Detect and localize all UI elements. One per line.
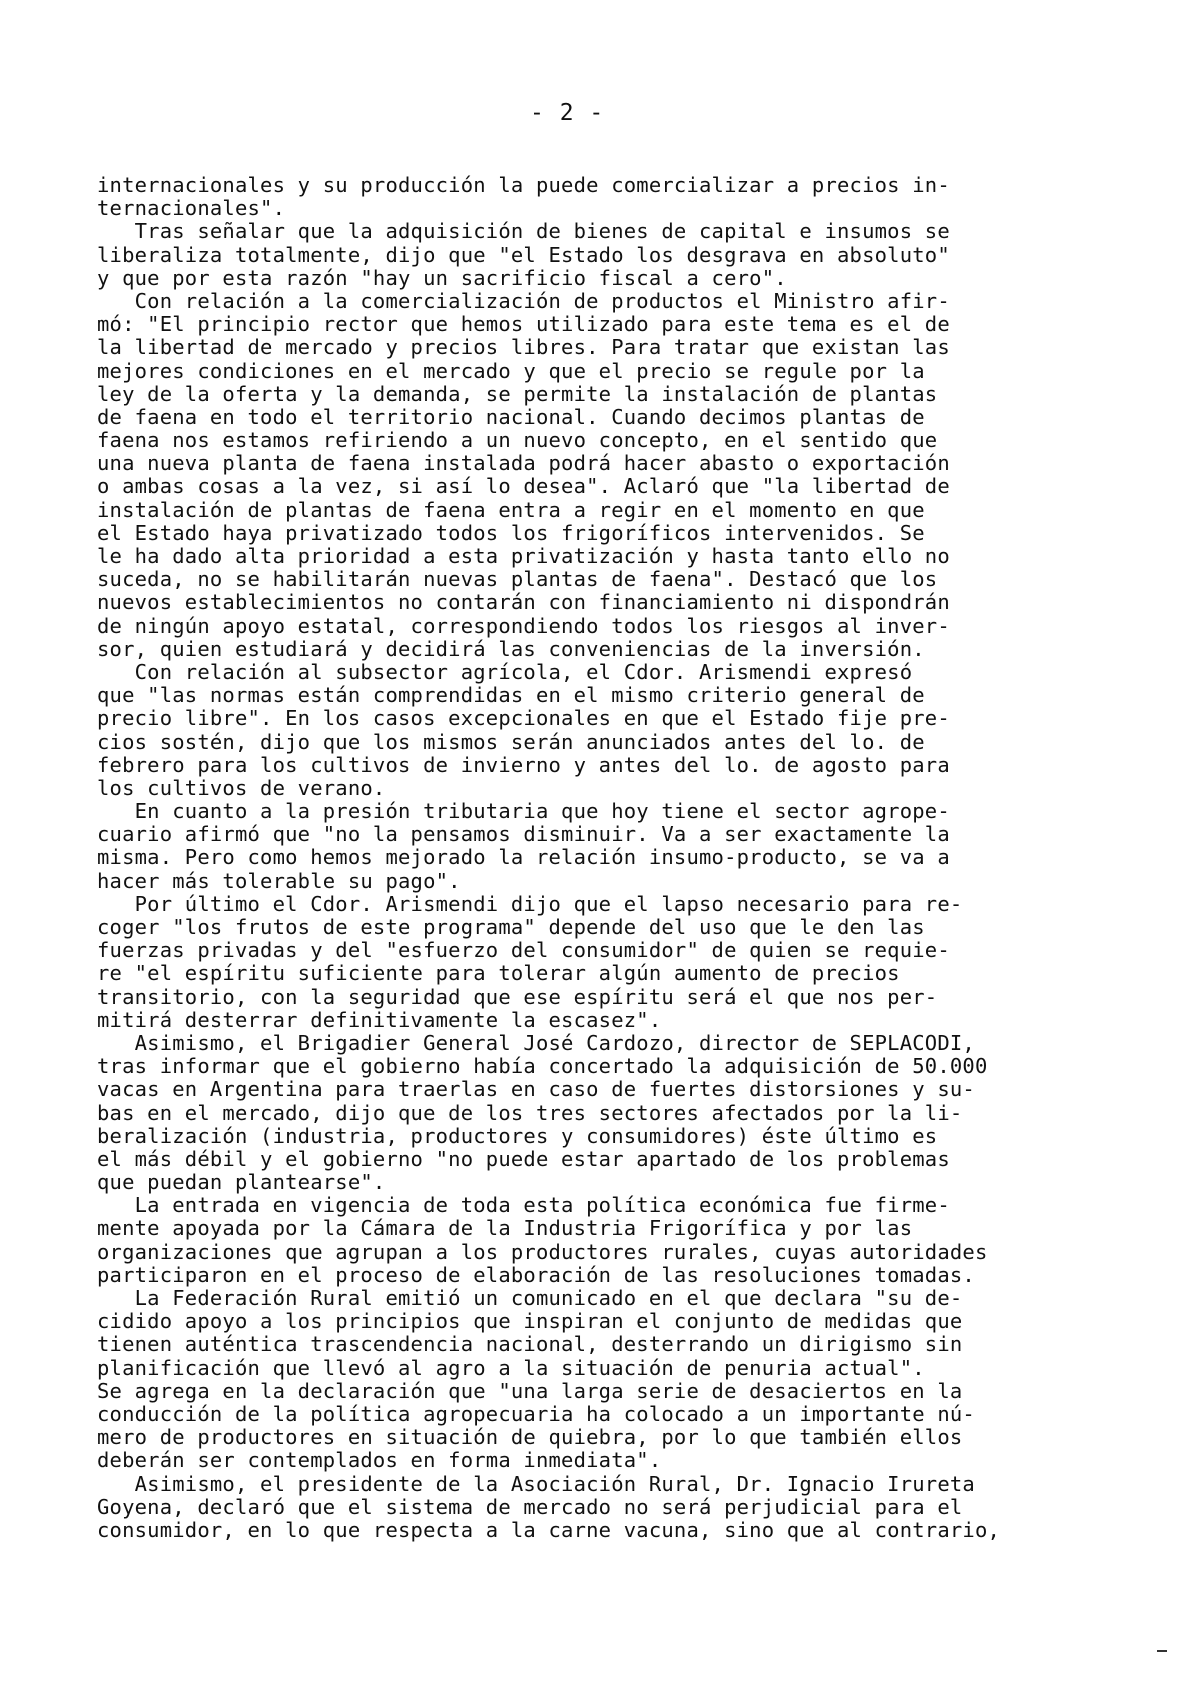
text-line: nuevos establecimientos no contarán con financiamiento ni dispondrán [97, 590, 950, 615]
text-line: hacer más tolerable su pago". [97, 868, 461, 893]
text-line: re "el espíritu suficiente para tolerar algún aumento de precios [97, 961, 900, 986]
text-line: En cuanto a la presión tributaria que hoy tiene el sector agrope- [97, 799, 950, 824]
text-line: los cultivos de verano. [97, 775, 386, 800]
text-line: la libertad de mercado y precios libres. Para tratar que existan las [97, 335, 950, 360]
text-line: Con relación al subsector agrícola, el Cdor. Arismendi expresó [97, 659, 913, 684]
text-line: bas en el mercado, dijo que de los tres sectores afectados por la li- [97, 1100, 963, 1125]
text-line: planificación que llevó al agro a la situación de penuria actual". [97, 1355, 925, 1380]
text-line: conducción de la política agropecuaria ha colocado a un importante nú- [97, 1401, 975, 1426]
body-text [97, 174, 1137, 1542]
text-line: Asimismo, el Brigadier General José Cardozo, director de SEPLACODI, [97, 1030, 975, 1055]
text-line: Por último el Cdor. Arismendi dijo que el lapso necesario para re- [97, 891, 963, 916]
text-line: cuario afirmó que "no la pensamos disminuir. Va a ser exactamente la [97, 822, 950, 847]
text-line: coger "los frutos de este programa" depende del uso que le den las [97, 915, 925, 939]
text-line: vacas en Argentina para traerlas en caso de fuertes distorsiones y su- [97, 1077, 975, 1102]
text-line: mente apoyada por la Cámara de la Industria Frigorífica y por las [97, 1216, 913, 1241]
text-line: misma. Pero como hemos mejorado la relación insumo-producto, se va a [97, 845, 950, 870]
text-line: y que por esta razón "hay un sacrificio fiscal a cero". [97, 265, 787, 290]
text-line: Tras señalar que la adquisición de bienes de capital e insumos se [97, 219, 950, 244]
text-line: instalación de plantas de faena entra a regir en el momento en que [97, 497, 925, 522]
margin-mark [1157, 1650, 1167, 1652]
text-line: tienen auténtica trascendencia nacional, desterrando un dirigismo sin [97, 1332, 963, 1357]
text-line: el más débil y el gobierno "no puede estar apartado de los problemas [97, 1146, 950, 1171]
text-line: consumidor, en lo que respecta a la carne vacuna, sino que al contrario, [97, 1517, 1001, 1542]
text-line: precio libre". En los casos excepcionales en que el Estado fije pre- [97, 706, 950, 731]
text-line: liberaliza totalmente, dijo que "el Estado los desgrava en absoluto" [97, 242, 950, 267]
text-line: mitirá desterrar definitivamente la escasez". [97, 1007, 662, 1032]
text-line: que puedan plantearse". [97, 1170, 386, 1195]
text-line: ley de la oferta y la demanda, se permite la instalación de plantas [97, 381, 938, 406]
text-line: mó: "El principio rector que hemos utilizado para este tema es el de [97, 312, 950, 337]
text-line: cidido apoyo a los principios que inspiran el conjunto de medidas que [97, 1309, 963, 1334]
text-line: La Federación Rural emitió un comunicado en el que declara "su de- [97, 1286, 963, 1310]
text-line: que "las normas están comprendidas en el mismo criterio general de [97, 683, 925, 708]
text-line: internacionales y su producción la puede comercializar a precios in- [97, 173, 950, 197]
text-line: o ambas cosas a la vez, si así lo desea". Aclaró que "la libertad de [97, 474, 950, 499]
text-line: febrero para los cultivos de invierno y antes del lo. de agosto para [97, 752, 950, 777]
text-line: beralización (industria, productores y consumidores) éste último es [97, 1123, 938, 1148]
text-line: de faena en todo el territorio nacional. Cuando decimos plantas de [97, 404, 925, 429]
text-line: organizaciones que agrupan a los productores rurales, cuyas autoridades [97, 1239, 988, 1264]
text-line: le ha dado alta prioridad a esta privatización y hasta tanto ello no [97, 544, 950, 568]
text-line: tras informar que el gobierno había concertado la adquisición de 50.000 [97, 1054, 988, 1079]
text-line: Con relación a la comercialización de productos el Ministro afir- [97, 288, 950, 313]
text-line: el Estado haya privatizado todos los frigoríficos intervenidos. Se [97, 520, 925, 545]
text-line: transitorio, con la seguridad que ese espíritu será el que nos per- [97, 984, 938, 1009]
text-line: una nueva planta de faena instalada podrá hacer abasto o exportación [97, 451, 950, 476]
text-line: participaron en el proceso de elaboración de las resoluciones tomadas. [97, 1262, 975, 1287]
text-line: mejores condiciones en el mercado y que el precio se regule por la [97, 358, 925, 383]
text-line: sor, quien estudiará y decidirá las conveniencias de la inversión. [97, 636, 925, 661]
text-line: La entrada en vigencia de toda esta política económica fue firme- [97, 1193, 950, 1218]
text-line: Se agrega en la declaración que "una larga serie de desaciertos en la [97, 1378, 963, 1403]
text-line: mero de productores en situación de quiebra, por lo que también ellos [97, 1425, 963, 1450]
text-line: de ningún apoyo estatal, correspondiendo todos los riesgos al inver- [97, 613, 950, 638]
text-line: Goyena, declaró que el sistema de mercado no será perjudicial para el [97, 1494, 963, 1519]
text-line: faena nos estamos refiriendo a un nuevo concepto, en el sentido que [97, 428, 938, 453]
text-line: fuerzas privadas y del "esfuerzo del consumidor" de quien se requie- [97, 938, 950, 963]
page-number: - 2 - [530, 100, 605, 126]
text-line: cios sostén, dijo que los mismos serán anunciados antes del lo. de [97, 729, 925, 754]
text-line: Asimismo, el presidente de la Asociación Rural, Dr. Ignacio Irureta [97, 1471, 975, 1496]
text-line: ternacionales". [97, 196, 286, 221]
text-line: deberán ser contemplados en forma inmediata". [97, 1448, 662, 1473]
text-line: suceda, no se habilitarán nuevas plantas de faena". Destacó que los [97, 567, 938, 592]
